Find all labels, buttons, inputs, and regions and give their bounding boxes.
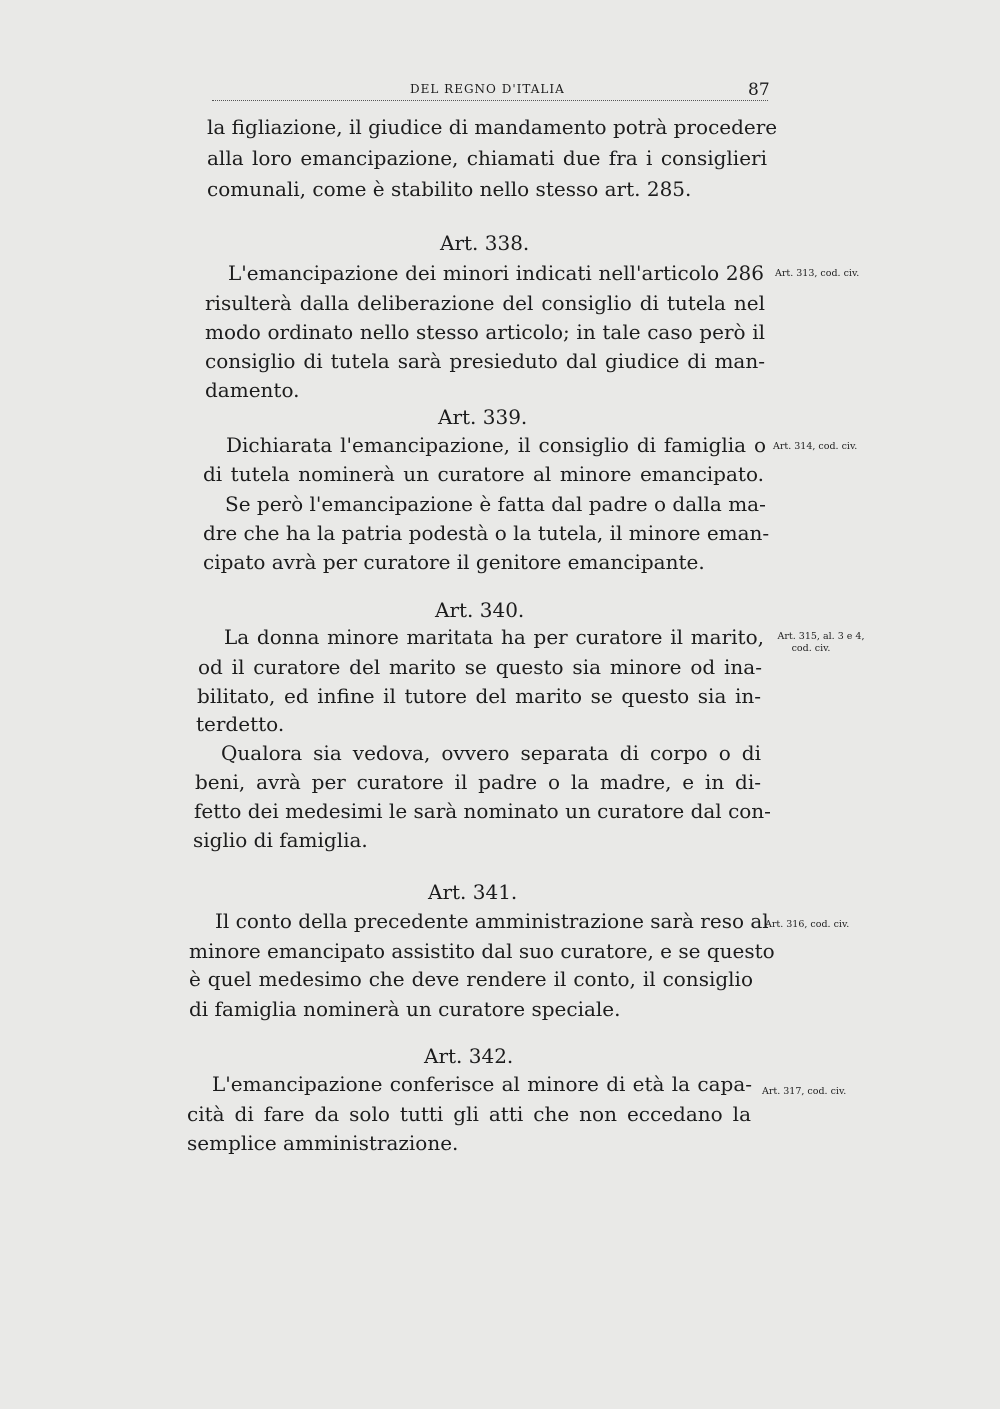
body-line: beni, avrà per curatore il padre o la madre, e in di-: [195, 770, 761, 794]
body-line: damento.: [205, 378, 300, 402]
body-line: Se però l'emancipazione è fatta dal padre o dalla ma-: [225, 492, 766, 516]
body-line: Dichiarata l'emancipazione, il consiglio di famiglia o: [226, 433, 766, 457]
page-number: 87: [748, 80, 770, 100]
body-line: risulterà dalla deliberazione del consiglio di tutela nel: [205, 291, 765, 315]
article-heading: Art. 341.: [428, 880, 518, 904]
body-line: Qualora sia vedova, ovvero separata di corpo o di: [221, 741, 761, 765]
article-heading: Art. 340.: [435, 598, 525, 622]
margin-note: cod. civ.: [791, 643, 831, 654]
body-line: comunali, come è stabilito nello stesso art. 285.: [207, 177, 692, 201]
article-heading: Art. 339.: [438, 405, 528, 429]
body-line: La donna minore maritata ha per curatore il marito,: [224, 625, 764, 649]
article-heading: Art. 338.: [440, 231, 530, 255]
body-line: terdetto.: [196, 712, 285, 736]
body-line: consiglio di tutela sarà presieduto dal giudice di man-: [205, 349, 765, 373]
body-line: bilitato, ed infine il tutore del marito se questo sia in-: [197, 684, 761, 708]
margin-note: Art. 316, cod. civ.: [765, 919, 850, 930]
margin-note: Art. 314, cod. civ.: [773, 441, 858, 452]
margin-note: Art. 313, cod. civ.: [775, 268, 860, 279]
body-line: siglio di famiglia.: [193, 828, 368, 852]
body-line: modo ordinato nello stesso articolo; in tale caso però il: [205, 320, 765, 344]
body-line: Il conto della precedente amministrazione sarà reso al: [215, 909, 769, 933]
body-line: cipato avrà per curatore il genitore emancipante.: [203, 550, 705, 574]
body-line: L'emancipazione conferisce al minore di età la capa-: [212, 1072, 752, 1096]
body-line: la figliazione, il giudice di mandamento potrà procedere: [207, 115, 778, 139]
body-line: dre che ha la patria podestà o la tutela, il minore eman-: [203, 521, 770, 545]
body-line: semplice amministrazione.: [187, 1131, 459, 1155]
body-line: fetto dei medesimi le sarà nominato un curatore dal con-: [194, 799, 771, 823]
body-line: è quel medesimo che deve rendere il conto, il consiglio: [189, 967, 753, 991]
body-line: di tutela nominerà un curatore al minore emancipato.: [203, 462, 764, 486]
running-header: DEL REGNO D'ITALIA: [410, 82, 565, 96]
body-line: cità di fare da solo tutti gli atti che non eccedano la: [187, 1102, 751, 1126]
body-line: L'emancipazione dei minori indicati nell'articolo 286: [228, 261, 764, 285]
body-line: alla loro emancipazione, chiamati due fra i consiglieri: [207, 146, 767, 170]
header-divider: [212, 100, 768, 101]
article-heading: Art. 342.: [424, 1044, 514, 1068]
margin-note: Art. 315, al. 3 e 4,: [777, 631, 865, 642]
body-line: di famiglia nominerà un curatore speciale.: [189, 997, 621, 1021]
margin-note: Art. 317, cod. civ.: [762, 1086, 847, 1097]
body-line: od il curatore del marito se questo sia minore od ina-: [198, 655, 762, 679]
body-line: minore emancipato assistito dal suo curatore, e se questo: [189, 939, 775, 963]
